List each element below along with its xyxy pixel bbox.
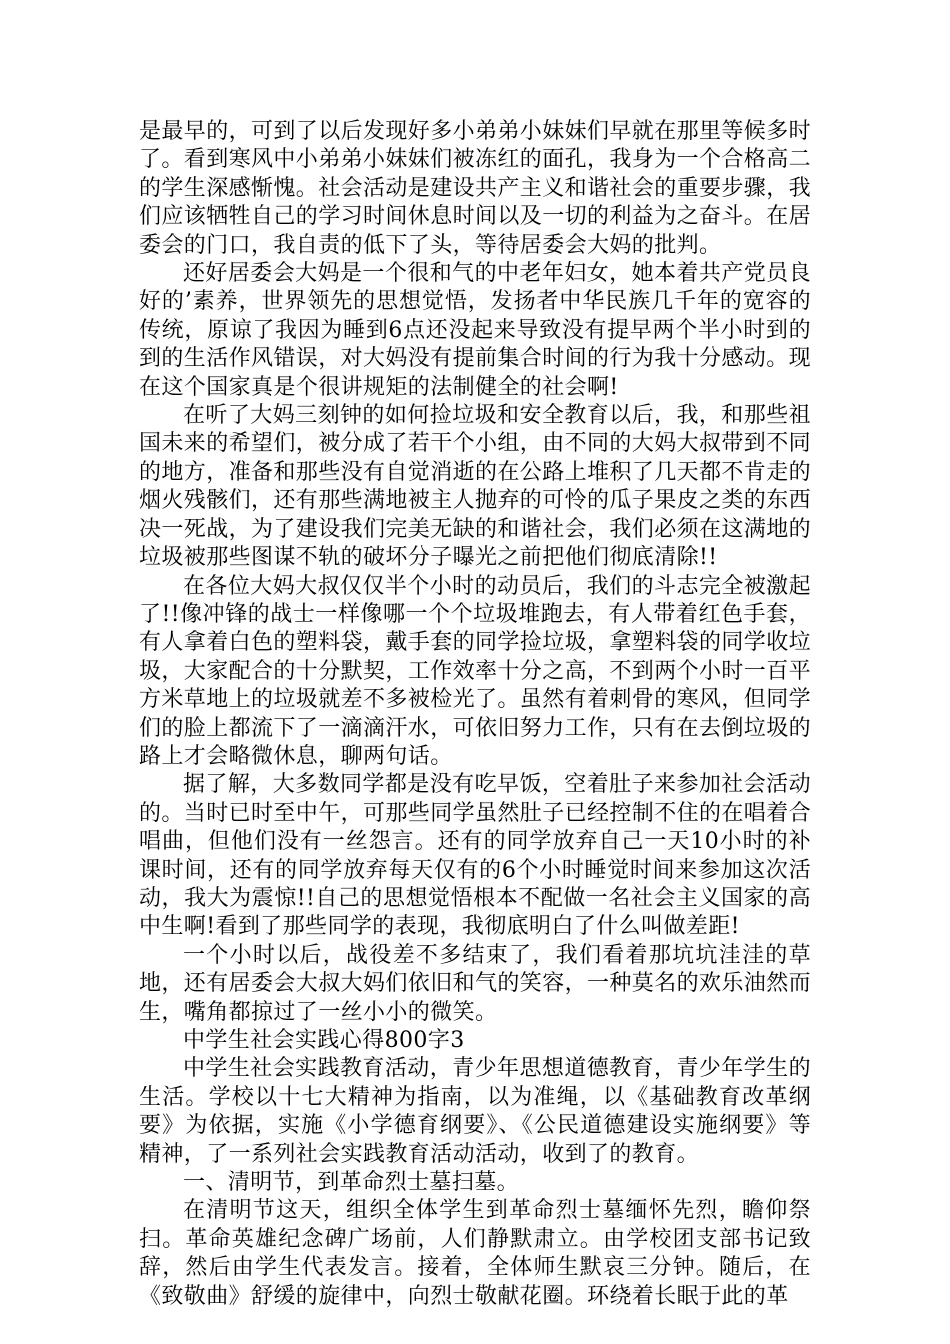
paragraph-8: 在清明节这天，组织全体学生到革命烈士墓缅怀先烈，瞻仰祭扫。革命英雄纪念碑广场前，人们静默肃立。由学校团支部书记致辞，然后由学生代表发言。接着，全体师生默哀三分钟。随后，在《致敬曲》舒缓的旋律中，向烈士敬献花圈。环绕着长眠于此的革 (139, 1198, 811, 1309)
document-page (139, 118, 811, 1318)
paragraph-1: 是最早的，可到了以后发现好多小弟弟小妹妹们早就在那里等候多时了。看到寒风中小弟弟小妹妹们被冻红的面孔，我身为一个合格高二的学生深感惭愧。社会活动是建设共产主义和谐社会的重要步骤，我们应该牺牲自己的学习时间休息时间以及一切的利益为之奋斗。在居委会的门口，我自责的低下了头，等待居委会大妈的批判。 (139, 119, 811, 258)
subsection-heading: 一、清明节，到革命烈士墓扫墓。 (183, 1170, 520, 1196)
paragraph-4: 在各位大妈大叔仅仅半个小时的动员后，我们的斗志完全被激起了!!像冲锋的战士一样像哪一个个垃圾堆跑去，有人带着红色手套，有人拿着白色的塑料袋，戴手套的同学捡垃圾，拿塑料袋的同学收垃圾，大家配合的十分默契，工作效率十分之高，不到两个小时一百平方米草地上的垃圾就差不多被检光了。虽然有着刺骨的寒风，但同学们的脸上都流下了一滴滴汗水，可依旧努力工作，只有在去倒垃圾的路上才会略微休息，聊两句话。 (139, 573, 811, 769)
paragraph-3: 在听了大妈三刻钟的如何捡垃圾和安全教育以后，我，和那些祖国未来的希望们，被分成了若干个小组，由不同的大妈大叔带到不同的地方，准备和那些没有自觉消逝的在公路上堆积了几天都不肯走的烟火残骸们，还有那些满地被主人抛弃的可怜的瓜子果皮之类的东西决一死战，为了建设我们完美无缺的和谐社会，我们必须在这满地的垃圾被那些图谋不轨的破坏分子曝光之前把他们彻底清除!! (139, 403, 811, 571)
section-title: 中学生社会实践心得800字3 (183, 1028, 465, 1053)
paragraph-2: 还好居委会大妈是一个很和气的中老年妇女，她本着共产党员良好的’素养，世界领先的思想觉悟，发扬者中华民族几千年的宽容的传统，原谅了我因为睡到6点还没起来导致没有提早两个半小时到的到的生活作风错误，对大妈没有提前集合时间的行为我十分感动。现在这个国家真是个很讲规矩的法制健全的社会啊! (139, 261, 811, 400)
paragraph-7: 中学生社会实践教育活动，青少年思想道德教育，青少年学生的生活。学校以十七大精神为指南，以为准绳，以《基础教育改革纲要》为依据，实施《小学德育纲要》、《公民道德建设实施纲要》等精神，了一系列社会实践教育活动活动，收到了的教育。 (139, 1056, 811, 1167)
paragraph-6: 一个小时以后，战役差不多结束了，我们看着那坑坑洼洼的草地，还有居委会大叔大妈们依旧和气的笑容，一种莫名的欢乐油然而生，嘴角都掠过了一丝小小的微笑。 (139, 942, 811, 1025)
paragraph-5: 据了解，大多数同学都是没有吃早饭，空着肚子来参加社会活动的。当时已时至中午，可那些同学虽然肚子已经控制不住的在唱着合唱曲，但他们没有一丝怨言。还有的同学放弃自己一天10小时的补课时间，还有的同学放弃每天仅有的6个小时睡觉时间来参加这次活动，我大为震惊!!自己的思想觉悟根本不配做一名社会主义国家的高中生啊!看到了那些同学的表现，我彻底明白了什么叫做差距! (139, 772, 811, 940)
